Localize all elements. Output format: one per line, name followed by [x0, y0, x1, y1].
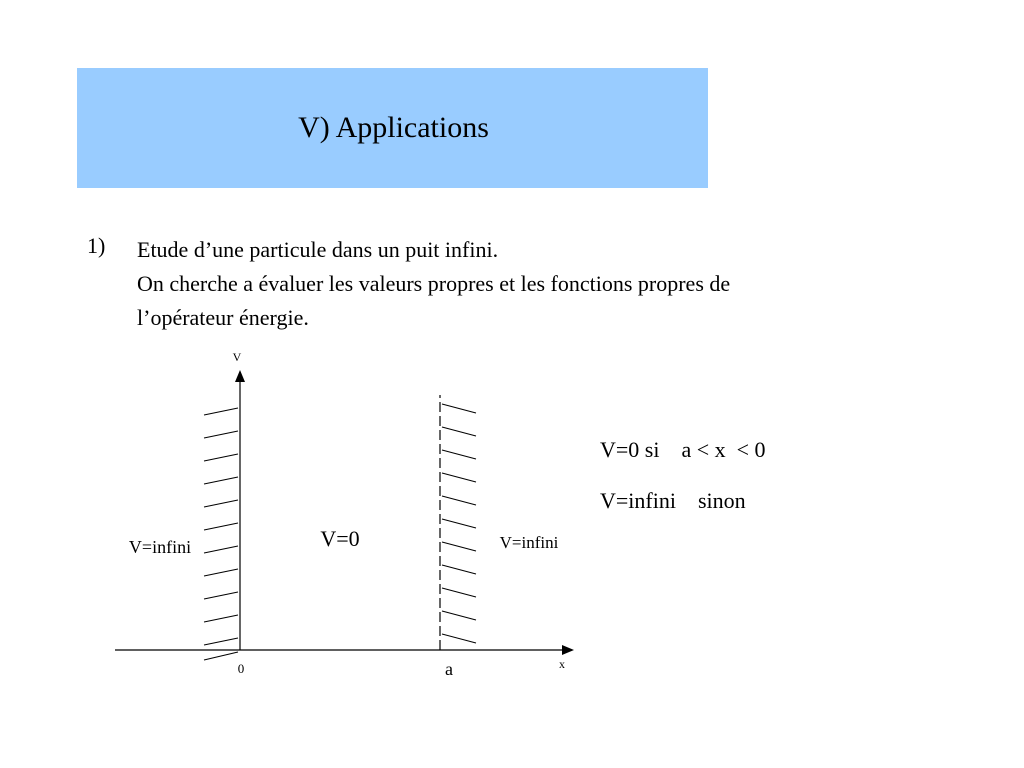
- left-wall-hatching: [204, 408, 238, 660]
- right-region-label: V=infini: [499, 533, 559, 552]
- a-label: a: [445, 659, 453, 679]
- middle-region-label: V=0: [320, 526, 360, 551]
- y-axis-label: V: [232, 350, 242, 364]
- text-line-3: l’opérateur énergie.: [137, 305, 309, 330]
- slide-title: V) Applications: [298, 111, 489, 144]
- x-axis-label: x: [559, 657, 565, 671]
- text-line-1: Etude d’une particule dans un puit infini.: [137, 237, 499, 262]
- list-number: 1): [87, 233, 106, 258]
- right-wall-hatching: [442, 404, 476, 643]
- left-region-label: V=infini: [128, 537, 192, 557]
- text-line-2: On cherche a évaluer les valeurs propres et les fonctions propres de: [137, 271, 731, 296]
- equation-line-2: V=infini sinon: [600, 488, 746, 513]
- origin-label: 0: [237, 661, 245, 676]
- equation-line-1: V=0 si a < x < 0: [600, 437, 766, 462]
